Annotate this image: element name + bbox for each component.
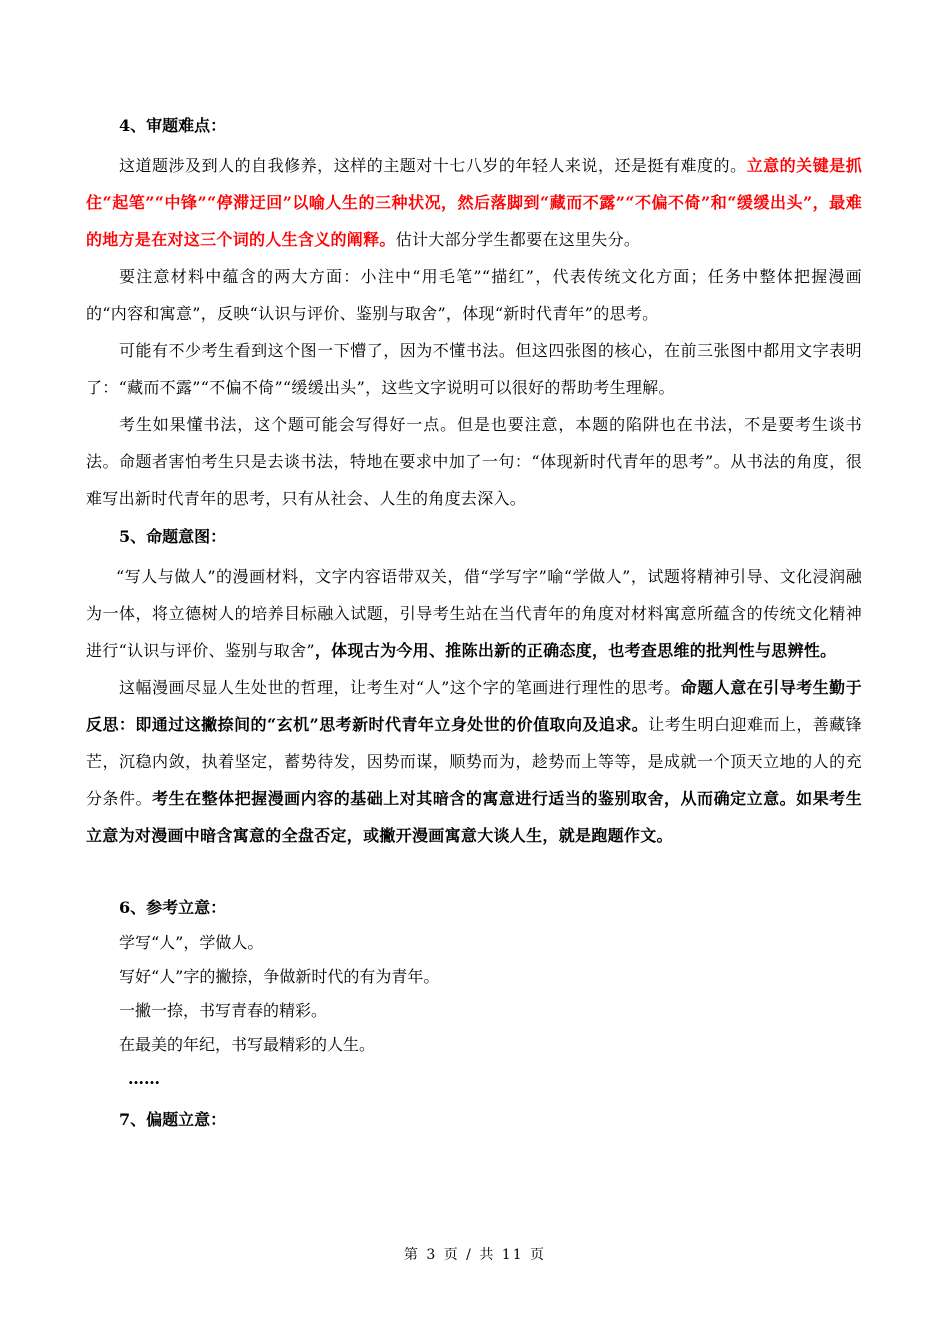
section-4-para-4: 考生如果懂书法，这个题可能会写得好一点。但是也要注意，本题的陷阱也在书法，不是要考生谈书法。命题者害怕考生只是去谈书法，特地在要求中加了一句：“体现新时代青年的思考”。从书法的角度，很难写出新时代青年的思考，只有从社会、人生的角度去深入。 xyxy=(86,415,862,508)
reference-idea-ellipsis: …… xyxy=(128,1069,160,1088)
reference-idea: 在最美的年纪，书写最精彩的人生。 xyxy=(119,1035,376,1054)
document-page xyxy=(86,114,862,1132)
s5-p2-a: 这幅漫画尽显人生处世的哲理，让考生对“人”这个字的笔画进行理性的思考。 xyxy=(119,678,681,697)
section-4-heading: 4、审题难点： xyxy=(119,116,227,135)
section-6-heading: 6、参考立意： xyxy=(119,898,227,917)
s4-p1-red-key: 立意的关键是抓住“起笔”“中锋”“停滞迂回”以喻人生的三种状况，然后落脚到“藏而不露”“不偏不倚”和“缓缓出头”，最难的地方是在对这三个词的人生含义的阐释。 xyxy=(86,156,862,249)
section-5-para-1 xyxy=(86,558,862,669)
s5-p2-bold-1: 命题人意在引导考生勤于反思：即通过这撇捺间的“玄机”思考新时代青年立身处世的价值取向及追求。 xyxy=(86,678,862,734)
s5-p1-a: “写人与做人”的漫画材料，文字内容语带双关，借“学写字”喻“学做人”，试题将精神引导、文化浸润融为一体，将立德树人的培养目标融入试题，引导考生站在当代青年的角度对材料寓意所蕴含的传统文化精神进行“认识与评价、鉴别与取舍” xyxy=(86,567,862,660)
section-4-para-3: 可能有不少考生看到这个图一下懵了，因为不懂书法。但这四张图的核心，在前三张图中都用文字表明了：“藏而不露”“不偏不倚”“缓缓出头”，这些文字说明可以很好的帮助考生理解。 xyxy=(86,341,862,397)
page-footer: 第 3 页 / 共 11 页 xyxy=(403,1247,547,1263)
section-4-para-2: 要注意材料中蕴含的两大方面：小注中“用毛笔”“描红”，代表传统文化方面；任务中整体把握漫画的“内容和寓意”，反映“认识与评价、鉴别与取舍”，体现“新时代青年”的思考。 xyxy=(86,267,862,323)
reference-ideas-list xyxy=(86,926,862,1096)
section-5-para-2 xyxy=(86,669,862,854)
s5-p2-bold-2: 考生在整体把握漫画内容的基础上对其暗含的寓意进行适当的鉴别取舍，从而确定立意。如果考生立意为对漫画中暗含寓意的全盘否定，或撇开漫画寓意大谈人生，就是跑题作文。 xyxy=(86,789,862,845)
section-5-heading: 5、命题意图： xyxy=(119,527,227,546)
s5-p1-bold: ，体现古为今用、推陈出新的正确态度，也考查思维的批判性与思辨性。 xyxy=(314,641,837,660)
reference-idea: 一撇一捺，书写青春的精彩。 xyxy=(119,1001,328,1020)
s4-p1-a: 这道题涉及到人的自我修养，这样的主题对十七八岁的年轻人来说，还是挺有难度的。 xyxy=(119,156,747,175)
reference-idea: 写好“人”字的撇捺，争做新时代的有为青年。 xyxy=(119,967,440,986)
reference-idea: 学写“人”，学做人。 xyxy=(119,933,264,952)
section-7-heading: 7、偏题立意： xyxy=(119,1110,227,1129)
s5-p2-c: 让考生明白迎难而上，善藏锋芒，沉稳内敛，执着坚定，蓄势待发，因势而谋，顺势而为，趁势而上等等，是成就一个顶天立地的人的充分条件。 xyxy=(86,715,862,808)
s4-p1-c: 估计大部分学生都要在这里失分。 xyxy=(395,230,641,249)
section-4-para-1 xyxy=(86,147,862,258)
